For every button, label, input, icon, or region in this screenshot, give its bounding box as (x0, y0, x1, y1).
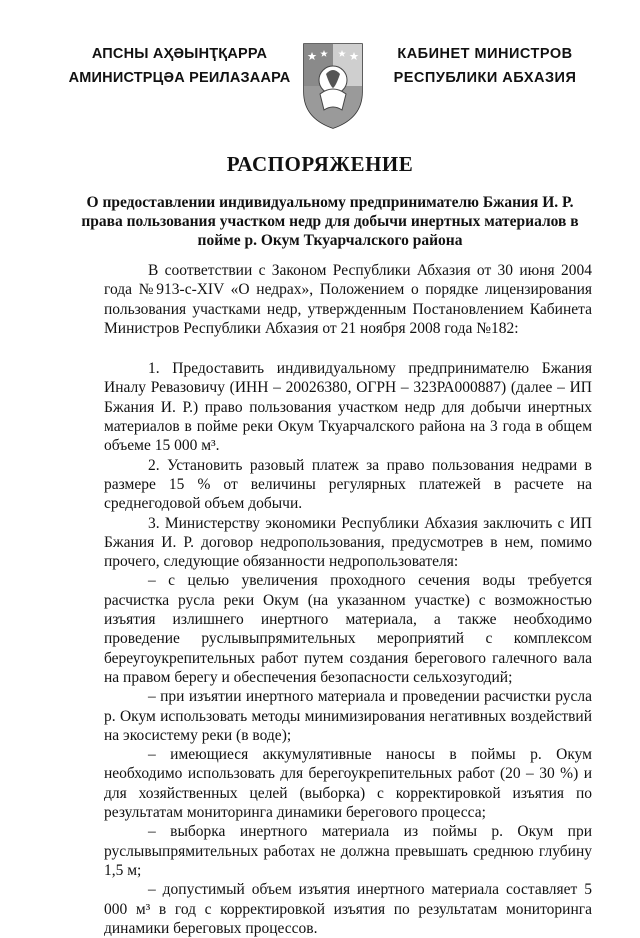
letterhead-abkhaz (62, 42, 297, 90)
document-title: РАСПОРЯЖЕНИЕ (226, 152, 414, 176)
paragraph-gap (104, 338, 592, 359)
letterhead-russian-line2: РЕСПУБЛИКИ АБХАЗИЯ (393, 70, 577, 86)
sub-item-2: – при изъятии инертного материала и проведении расчистки русла р. Окум использовать методы минимизирования негативных воздействий на экосистему реки (в воде); (104, 688, 592, 744)
sub-item-5: – допустимый объем изъятия инертного материала составляет 5 000 м³ в год с корректировкой изъятия по результатам мониторинга динамики береговых процессов. (104, 881, 592, 937)
document-body (104, 261, 592, 938)
letterhead-russian (385, 42, 585, 90)
preamble-paragraph: В соответствии с Законом Республики Абхазия от 30 июня 2004 года №913-с-XIV «О недрах», Положением о порядке лицензирования пользования участками недр, утвержденным Постановлением Кабинета Министров Республики Абхазия от 21 ноября 2008 года №182: (104, 262, 592, 337)
item-paragraph-1: 1. Предоставить индивидуальному предпринимателю Бжания Иналу Ревазовичу (ИНН – 20026380, ОГРН – 323РА000887) (далее – ИП Бжания И. Р.) право пользования участком недр для добычи инертных материалов в пойме реки Окум Ткуарчалского района на 3 года в общем объеме 15 000 м³. (104, 360, 592, 455)
sub-item-4: – выборка инертного материала из поймы р. Окум при руслывыпрямительных работах не должна превышать среднюю глубину 1,5 м; (104, 823, 592, 879)
document-subject: О предоставлении индивидуальному предпринимателю Бжания И. Р. права пользования участком недр для добычи инертных материалов в пойме р. Окум Ткуарчалского района (81, 194, 579, 249)
sub-item-3: – имеющиеся аккумулятивные наносы в поймы р. Окум необходимо использовать для берегоукрепительных работ (20 – 30 %) и для хозяйственных целей (выборка) с корректировкой изъятия по результатам мониторинга динамики берегового процесса; (104, 746, 592, 822)
coat-of-arms-icon (298, 40, 368, 130)
item-paragraph-3: 3. Министерству экономики Республики Абхазия заключить с ИП Бжания И. Р. договор недропользования, предусмотрев в нем, помимо прочего, следующие обязанности недропользователя: (104, 514, 592, 571)
letterhead-abkhaz-line2: АМИНИСТРЦӘА РЕИЛАЗААРА (68, 70, 291, 86)
letterhead (0, 40, 640, 140)
letterhead-russian-line1: КАБИНЕТ МИНИСТРОВ (397, 46, 573, 62)
item-paragraph-2: 2. Установить разовый платеж за право пользования недрами в размере 15 % от величины регулярных платежей в расчете на среднегодовой объем добычи. (104, 456, 592, 513)
sub-item-1: – с целью увеличения проходного сечения воды требуется расчистка русла реки Окум (на указанном участке) с возможностью изъятия излишнего инертного материала, а также необходимо проведение руслывыпрямительных мероприятий с комплексом береугоукрепительных работ путем создания берегового галечного вала на правом берегу и обеспечения безопасности сельхозугодий; (104, 572, 592, 686)
letterhead-abkhaz-line1: АПСНЫ АҲӘЫНҬҚАРРА (91, 46, 268, 62)
